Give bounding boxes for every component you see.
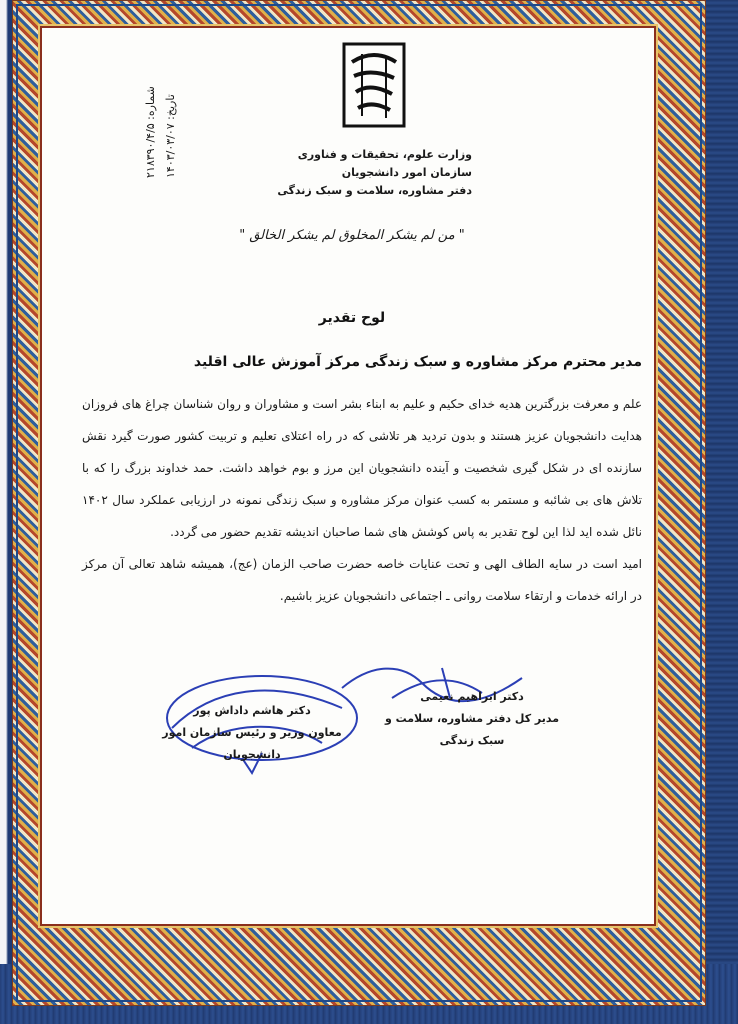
office-name: دفتر مشاوره، سلامت و سبک زندگی <box>277 184 472 197</box>
certificate-body <box>82 388 642 612</box>
addressee: مدیر محترم مرکز مشاوره و سبک زندگی مرکز آموزش عالی اقلید <box>193 354 642 370</box>
signatory-role-right: مدیر کل دفتر مشاوره، سلامت و سبک زندگی <box>384 712 560 747</box>
signature-right <box>372 686 572 752</box>
reference-date: تاریخ: ۱۴۰۳/۰۳/۰۷ <box>164 94 177 178</box>
signatory-name-left: دکتر هاشم داداش پور <box>193 704 311 717</box>
body-paragraph-2: امید است در سایه الطاف الهی و تحت عنایات خاصه حضرت صاحب الزمان (عج)، همیشه شاهد تعالی آن مرکز در ارائه خدمات و ارتقاء سلامت روانی ـ اجتماعی دانشجویان عزیز باشیم. <box>82 557 642 603</box>
certificate-sheet <box>42 28 654 924</box>
organization-name: سازمان امور دانشجویان <box>341 166 472 179</box>
ministry-name: وزارت علوم، تحقیقات و فناوری <box>297 148 472 161</box>
body-paragraph-1: علم و معرفت بزرگترین هدیه خدای حکیم و علیم به ابناء بشر است و مشاوران و روان شناسان چراغ های فروزان هدایت دانشجویان عزیز هستند و بدون تردید هر تلاشی که در راه اعتلای تعلیم و تربیت کشور صورت گیرد نقش سازنده ای در شکل گیری شخصیت و آینده دانشجویان این مرز و بوم خواهد داشت. حمد خداوند بزرگ را که با تلاش های بی شائبه و مستمر به کسب عنوان مرکز مشاوره و سبک زندگی نمونه در ارزیابی عملکرد سال ۱۴۰۲ نائل شده اید لذا این لوح تقدیر به پاس کوشش های شما صاحبان اندیشه تقدیم حضور می گردد. <box>82 397 642 539</box>
signatory-role-left: معاون وزیر و رئیس سازمان امور دانشجویان <box>162 726 342 761</box>
organization-header <box>232 146 472 200</box>
signature-left <box>152 700 352 766</box>
signatory-name-right: دکتر ابراهیم نعیمی <box>420 690 524 703</box>
quote: " من لم یشکر المخلوق لم یشکر الخالق " <box>239 228 465 243</box>
organization-logo <box>342 42 406 128</box>
reference-number: شماره: ۲۱۸۳۹۰/۴/۵ <box>144 86 157 178</box>
certificate-title: لوح تقدیر <box>318 310 386 326</box>
reference-block <box>144 58 184 178</box>
